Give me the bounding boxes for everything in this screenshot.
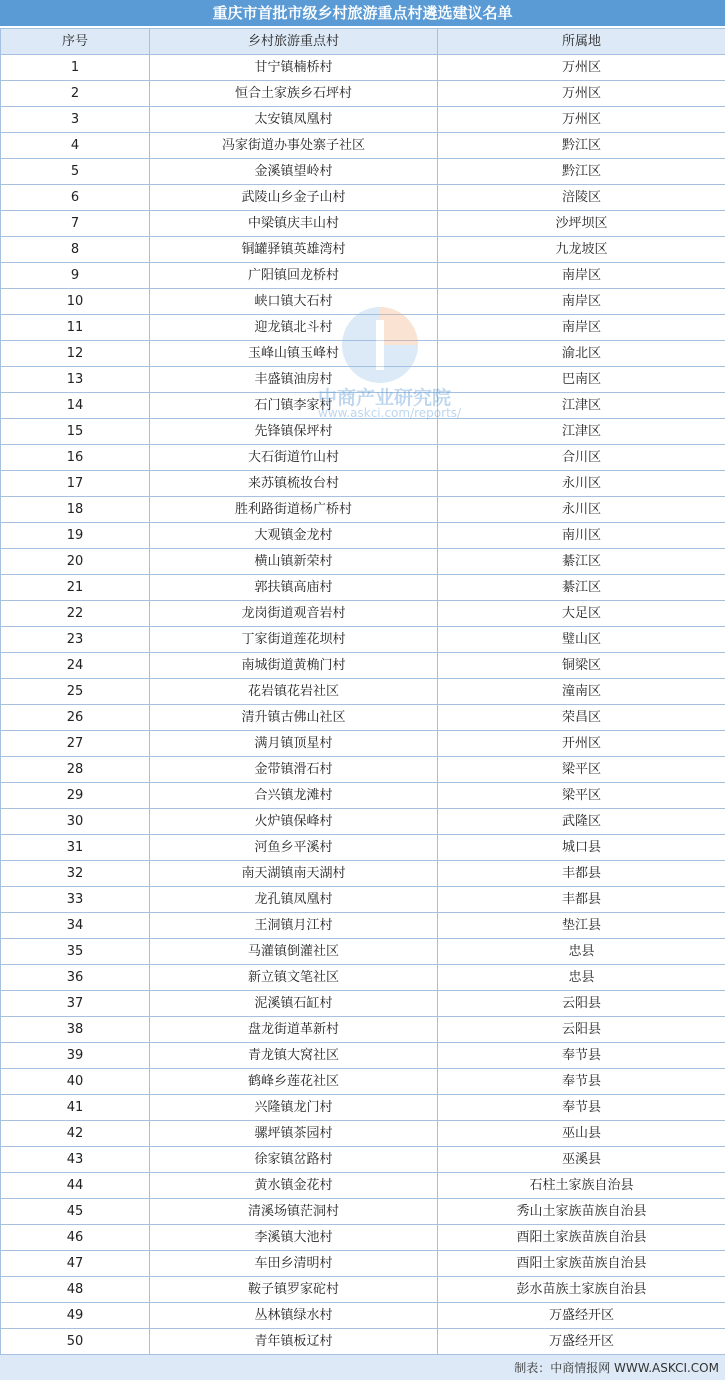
row-village: 花岩镇花岩社区 [150, 679, 438, 705]
row-village: 清溪场镇茫洞村 [150, 1199, 438, 1225]
table-row [1, 497, 725, 523]
row-index: 34 [1, 913, 150, 939]
table-row [1, 263, 725, 289]
row-region: 梁平区 [438, 757, 725, 783]
row-village: 峡口镇大石村 [150, 289, 438, 315]
table-row [1, 913, 725, 939]
row-index: 26 [1, 705, 150, 731]
header-village: 乡村旅游重点村 [150, 29, 438, 55]
table-row [1, 471, 725, 497]
table-row [1, 341, 725, 367]
row-index: 37 [1, 991, 150, 1017]
table-row [1, 237, 725, 263]
row-village: 清升镇古佛山社区 [150, 705, 438, 731]
row-village: 火炉镇保峰村 [150, 809, 438, 835]
row-village: 金带镇滑石村 [150, 757, 438, 783]
row-index: 11 [1, 315, 150, 341]
row-index: 43 [1, 1147, 150, 1173]
row-region: 铜梁区 [438, 653, 725, 679]
row-village: 合兴镇龙滩村 [150, 783, 438, 809]
row-region: 秀山土家族苗族自治县 [438, 1199, 725, 1225]
row-region: 酉阳土家族苗族自治县 [438, 1251, 725, 1277]
row-village: 横山镇新荣村 [150, 549, 438, 575]
table-row [1, 991, 725, 1017]
row-region: 万盛经开区 [438, 1303, 725, 1329]
table-row [1, 1017, 725, 1043]
row-index: 42 [1, 1121, 150, 1147]
table-row [1, 705, 725, 731]
row-index: 35 [1, 939, 150, 965]
row-region: 綦江区 [438, 575, 725, 601]
table-row [1, 419, 725, 445]
row-region: 万盛经开区 [438, 1329, 725, 1355]
row-index: 17 [1, 471, 150, 497]
row-region: 永川区 [438, 471, 725, 497]
row-village: 南城街道黄桷门村 [150, 653, 438, 679]
row-region: 丰都县 [438, 887, 725, 913]
row-village: 龙孔镇凤凰村 [150, 887, 438, 913]
row-village: 鞍子镇罗家砣村 [150, 1277, 438, 1303]
table-row [1, 1069, 725, 1095]
row-index: 50 [1, 1329, 150, 1355]
table-row [1, 809, 725, 835]
row-index: 25 [1, 679, 150, 705]
table-row [1, 549, 725, 575]
table-row [1, 1277, 725, 1303]
row-village: 龙岗街道观音岩村 [150, 601, 438, 627]
row-region: 潼南区 [438, 679, 725, 705]
row-region: 彭水苗族土家族自治县 [438, 1277, 725, 1303]
row-index: 15 [1, 419, 150, 445]
row-village: 大观镇金龙村 [150, 523, 438, 549]
table-row [1, 289, 725, 315]
table-title: 重庆市首批市级乡村旅游重点村遴选建议名单 [0, 0, 725, 26]
row-region: 巫山县 [438, 1121, 725, 1147]
row-region: 云阳县 [438, 991, 725, 1017]
table-row [1, 185, 725, 211]
table-row [1, 55, 725, 81]
table-row [1, 835, 725, 861]
footer-credit: 制表：中商情报网 WWW.ASKCI.COM [514, 1359, 719, 1376]
row-index: 47 [1, 1251, 150, 1277]
table-row [1, 523, 725, 549]
row-region: 巴南区 [438, 367, 725, 393]
row-index: 19 [1, 523, 150, 549]
row-region: 云阳县 [438, 1017, 725, 1043]
row-village: 鹤峰乡莲花社区 [150, 1069, 438, 1095]
row-index: 16 [1, 445, 150, 471]
row-village: 骡坪镇茶园村 [150, 1121, 438, 1147]
row-region: 渝北区 [438, 341, 725, 367]
row-index: 49 [1, 1303, 150, 1329]
row-index: 41 [1, 1095, 150, 1121]
row-region: 酉阳土家族苗族自治县 [438, 1225, 725, 1251]
table-row [1, 1199, 725, 1225]
table-row [1, 1147, 725, 1173]
table-row [1, 861, 725, 887]
table-row [1, 887, 725, 913]
row-village: 胜利路街道杨广桥村 [150, 497, 438, 523]
table-row [1, 445, 725, 471]
table-row [1, 1121, 725, 1147]
row-village: 冯家街道办事处寨子社区 [150, 133, 438, 159]
row-region: 开州区 [438, 731, 725, 757]
row-index: 32 [1, 861, 150, 887]
table-row [1, 757, 725, 783]
row-region: 忠县 [438, 939, 725, 965]
table-row [1, 783, 725, 809]
row-index: 24 [1, 653, 150, 679]
row-region: 涪陵区 [438, 185, 725, 211]
row-region: 丰都县 [438, 861, 725, 887]
row-village: 广阳镇回龙桥村 [150, 263, 438, 289]
row-village: 南天湖镇南天湖村 [150, 861, 438, 887]
row-region: 万州区 [438, 81, 725, 107]
row-index: 22 [1, 601, 150, 627]
row-region: 合川区 [438, 445, 725, 471]
row-index: 40 [1, 1069, 150, 1095]
row-region: 垫江县 [438, 913, 725, 939]
row-village: 丁家街道莲花坝村 [150, 627, 438, 653]
row-village: 王洞镇月江村 [150, 913, 438, 939]
row-index: 21 [1, 575, 150, 601]
table-row [1, 731, 725, 757]
row-index: 8 [1, 237, 150, 263]
row-region: 荣昌区 [438, 705, 725, 731]
row-village: 甘宁镇楠桥村 [150, 55, 438, 81]
row-region: 城口县 [438, 835, 725, 861]
table-row [1, 1303, 725, 1329]
row-index: 9 [1, 263, 150, 289]
row-region: 巫溪县 [438, 1147, 725, 1173]
row-village: 兴隆镇龙门村 [150, 1095, 438, 1121]
row-region: 梁平区 [438, 783, 725, 809]
row-region: 忠县 [438, 965, 725, 991]
row-index: 44 [1, 1173, 150, 1199]
row-village: 迎龙镇北斗村 [150, 315, 438, 341]
row-region: 南岸区 [438, 263, 725, 289]
row-index: 27 [1, 731, 150, 757]
row-index: 38 [1, 1017, 150, 1043]
row-index: 29 [1, 783, 150, 809]
row-index: 46 [1, 1225, 150, 1251]
row-village: 来苏镇梳妆台村 [150, 471, 438, 497]
row-index: 10 [1, 289, 150, 315]
row-region: 江津区 [438, 393, 725, 419]
row-region: 南川区 [438, 523, 725, 549]
row-index: 14 [1, 393, 150, 419]
row-village: 徐家镇岔路村 [150, 1147, 438, 1173]
row-region: 沙坪坝区 [438, 211, 725, 237]
table-row [1, 107, 725, 133]
row-index: 45 [1, 1199, 150, 1225]
row-village: 李溪镇大池村 [150, 1225, 438, 1251]
row-region: 南岸区 [438, 289, 725, 315]
row-village: 黄水镇金花村 [150, 1173, 438, 1199]
table-row [1, 1095, 725, 1121]
row-village: 满月镇顶星村 [150, 731, 438, 757]
row-region: 黔江区 [438, 159, 725, 185]
row-region: 大足区 [438, 601, 725, 627]
table-row [1, 81, 725, 107]
footer-bar [0, 1354, 725, 1380]
table-row [1, 315, 725, 341]
watermark-url: www.askci.com/reports/ [318, 406, 461, 420]
table-row [1, 159, 725, 185]
row-index: 18 [1, 497, 150, 523]
row-index: 48 [1, 1277, 150, 1303]
row-village: 车田乡清明村 [150, 1251, 438, 1277]
table-row [1, 211, 725, 237]
row-index: 36 [1, 965, 150, 991]
row-village: 玉峰山镇玉峰村 [150, 341, 438, 367]
table-row [1, 1251, 725, 1277]
row-index: 39 [1, 1043, 150, 1069]
row-village: 马灌镇倒灌社区 [150, 939, 438, 965]
watermark-text: 中商产业研究院 [318, 383, 451, 410]
row-index: 13 [1, 367, 150, 393]
row-region: 江津区 [438, 419, 725, 445]
row-region: 奉节县 [438, 1043, 725, 1069]
row-index: 23 [1, 627, 150, 653]
row-region: 九龙坡区 [438, 237, 725, 263]
row-village: 青龙镇大窝社区 [150, 1043, 438, 1069]
table-row [1, 965, 725, 991]
row-index: 5 [1, 159, 150, 185]
row-region: 万州区 [438, 107, 725, 133]
row-index: 20 [1, 549, 150, 575]
row-index: 2 [1, 81, 150, 107]
row-region: 璧山区 [438, 627, 725, 653]
table-row [1, 1225, 725, 1251]
table-header-row [1, 29, 725, 55]
row-index: 33 [1, 887, 150, 913]
table-row [1, 133, 725, 159]
table-row [1, 1043, 725, 1069]
header-region: 所属地 [438, 29, 725, 55]
row-index: 7 [1, 211, 150, 237]
row-region: 南岸区 [438, 315, 725, 341]
row-region: 永川区 [438, 497, 725, 523]
table-row [1, 575, 725, 601]
row-village: 郭扶镇高庙村 [150, 575, 438, 601]
row-region: 武隆区 [438, 809, 725, 835]
row-village: 盘龙街道革新村 [150, 1017, 438, 1043]
table-row [1, 601, 725, 627]
row-village: 恒合土家族乡石坪村 [150, 81, 438, 107]
row-village: 中梁镇庆丰山村 [150, 211, 438, 237]
table-row [1, 627, 725, 653]
row-region: 奉节县 [438, 1069, 725, 1095]
row-region: 万州区 [438, 55, 725, 81]
row-index: 1 [1, 55, 150, 81]
row-village: 青年镇板辽村 [150, 1329, 438, 1355]
row-village: 武陵山乡金子山村 [150, 185, 438, 211]
row-index: 28 [1, 757, 150, 783]
row-village: 丛林镇绿水村 [150, 1303, 438, 1329]
header-index: 序号 [1, 29, 150, 55]
row-region: 綦江区 [438, 549, 725, 575]
row-village: 金溪镇望岭村 [150, 159, 438, 185]
table-row [1, 1173, 725, 1199]
row-village: 泥溪镇石缸村 [150, 991, 438, 1017]
table-row [1, 653, 725, 679]
row-village: 新立镇文笔社区 [150, 965, 438, 991]
row-index: 31 [1, 835, 150, 861]
row-region: 奉节县 [438, 1095, 725, 1121]
row-region: 石柱土家族自治县 [438, 1173, 725, 1199]
row-village: 铜罐驿镇英雄湾村 [150, 237, 438, 263]
row-village: 石门镇李家村 [150, 393, 438, 419]
row-index: 4 [1, 133, 150, 159]
row-village: 丰盛镇油房村 [150, 367, 438, 393]
table-row [1, 1329, 725, 1355]
row-village: 河鱼乡平溪村 [150, 835, 438, 861]
row-index: 30 [1, 809, 150, 835]
village-table [0, 28, 725, 1355]
table-row [1, 939, 725, 965]
row-index: 3 [1, 107, 150, 133]
row-village: 大石街道竹山村 [150, 445, 438, 471]
row-index: 12 [1, 341, 150, 367]
row-village: 先锋镇保坪村 [150, 419, 438, 445]
table-row [1, 679, 725, 705]
row-village: 太安镇凤凰村 [150, 107, 438, 133]
row-index: 6 [1, 185, 150, 211]
row-region: 黔江区 [438, 133, 725, 159]
